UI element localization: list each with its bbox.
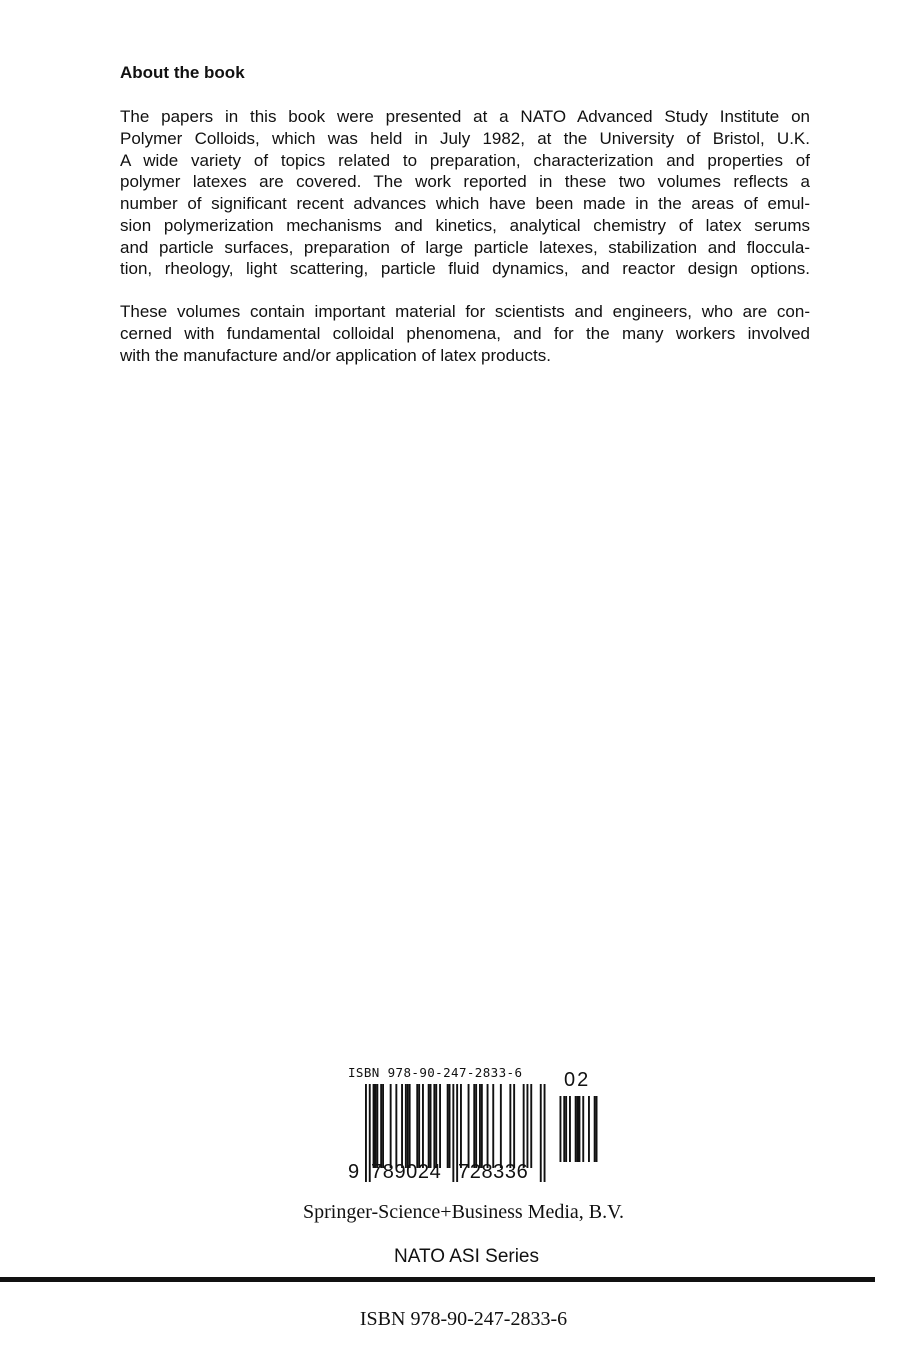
barcode-guard-bar — [544, 1084, 546, 1182]
barcode-bar — [509, 1084, 511, 1168]
text-line: and particle surfaces, preparation of large particle latexes, stabilization and floccula- — [120, 237, 810, 257]
barcode-addon-bar — [565, 1096, 567, 1162]
isbn-barcode — [346, 1066, 608, 1186]
text-line: number of significant recent advances which have been made in the areas of emul- — [120, 194, 810, 213]
barcode-bar — [407, 1084, 409, 1168]
barcode-bar — [416, 1084, 418, 1168]
barcode-bar — [401, 1084, 403, 1168]
barcode-bar — [439, 1084, 441, 1168]
barcode-bar — [479, 1084, 481, 1168]
barcode-addon-bar — [569, 1096, 571, 1162]
series-name: NATO ASI Series — [393, 1246, 539, 1267]
text-line: polymer latexes are covered. The work reported in these two volumes reflects a — [120, 172, 810, 192]
divider-rule — [0, 1277, 875, 1282]
barcode-bar — [418, 1084, 420, 1168]
barcode-isbn-label: ISBN 978-90-247-2833-6 — [348, 1065, 523, 1080]
barcode-lead-digit: 9 — [348, 1161, 360, 1183]
text-line: cerned with fundamental colloidal phenomena, and for the many workers involved — [120, 323, 810, 343]
barcode-bar — [513, 1084, 515, 1168]
text-line: with the manufacture and/or application of latex products. — [120, 345, 551, 365]
barcode-addon-bar — [594, 1096, 596, 1162]
barcode-guard-bar — [540, 1084, 542, 1182]
barcode-right-digits: 728336 — [458, 1161, 529, 1183]
barcode-bar — [530, 1084, 532, 1168]
barcode-bar — [473, 1084, 475, 1168]
barcode-addon-digits: 02 — [564, 1069, 591, 1091]
footer-isbn: ISBN 978-90-247-2833-6 — [359, 1308, 568, 1330]
barcode-bar — [382, 1084, 384, 1168]
barcode-addon-bar — [582, 1096, 584, 1162]
barcode-bar — [430, 1084, 432, 1168]
barcode-addon-bar — [577, 1096, 579, 1162]
barcode-bar — [475, 1084, 477, 1168]
text-line: A wide variety of topics related to preparation, characterization and properties of — [120, 150, 810, 170]
barcode-bar — [405, 1084, 407, 1168]
barcode-bar — [433, 1084, 435, 1168]
barcode-bar — [376, 1084, 378, 1168]
barcode-bar — [527, 1084, 529, 1168]
barcode-bar — [435, 1084, 437, 1168]
barcode-guard-bar — [452, 1084, 454, 1182]
barcode-bar — [487, 1084, 489, 1168]
text-line: The papers in this book were presented at a NATO Advanced Study Institute on — [120, 107, 810, 126]
barcode-bar — [390, 1084, 392, 1168]
barcode-addon-bar — [560, 1096, 562, 1162]
barcode-bar — [449, 1084, 451, 1168]
barcode-bar — [447, 1084, 449, 1168]
paragraph-2 — [120, 301, 810, 366]
barcode-bar — [523, 1084, 525, 1168]
text-line: These volumes contain important material for scientists and engineers, who are con- — [120, 302, 810, 321]
text-line: tion, rheology, light scattering, particle fluid dynamics, and reactor design options. — [120, 259, 810, 279]
barcode-bar — [422, 1084, 424, 1168]
barcode-guard-bar — [365, 1084, 367, 1182]
barcode-left-digits: 789024 — [371, 1161, 442, 1183]
barcode-bar — [395, 1084, 397, 1168]
text-line: sion polymerization mechanisms and kinetics, analytical chemistry of latex serums — [120, 215, 810, 235]
barcode-addon-bar — [588, 1096, 590, 1162]
barcode-addon-bar — [596, 1096, 598, 1162]
barcode-bar — [468, 1084, 470, 1168]
barcode-bar — [481, 1084, 483, 1168]
barcode-bar — [492, 1084, 494, 1168]
barcode-bar — [500, 1084, 502, 1168]
publisher-name: Springer-Science+Business Media, B.V. — [302, 1201, 625, 1223]
barcode-addon-bar — [579, 1096, 581, 1162]
paragraph-1 — [120, 106, 810, 280]
barcode-bar — [373, 1084, 375, 1168]
barcode-bar — [380, 1084, 382, 1168]
barcode-bar — [460, 1084, 462, 1168]
barcode-bar — [409, 1084, 411, 1168]
barcode-bar — [375, 1084, 377, 1168]
barcode-addon-bar — [575, 1096, 577, 1162]
barcode-bar — [428, 1084, 430, 1168]
barcode-addon-bar — [563, 1096, 565, 1162]
text-line: Polymer Colloids, which was held in July 1982, at the University of Bristol, U.K. — [120, 128, 810, 148]
section-heading: About the book — [120, 63, 245, 82]
